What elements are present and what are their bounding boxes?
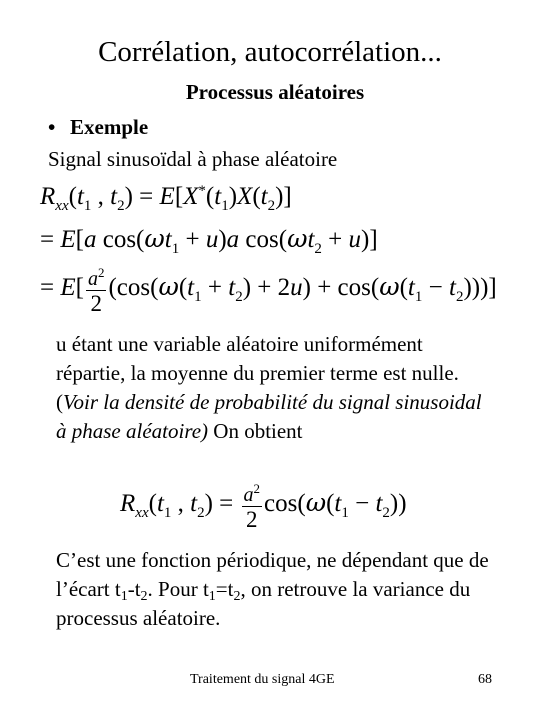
page-title: Corrélation, autocorrélation... (98, 36, 442, 68)
explanation-text: u étant une variable aléatoire uniformément répartie, la moyenne du premier terme est nulle. ( (56, 332, 459, 414)
fraction-a2-over-2: $\frac{a^2}{2}$ (242, 478, 263, 533)
explanation-reference: Voir la densité de probabilité du signal sinusoidal à phase aléatoire) (56, 390, 482, 443)
explanation-paragraph (56, 330, 496, 446)
conclusion-paragraph: C’est une fonction périodique, ne dépendant que de l’écart $t_1-t_2$. Pour $t_1=t_2$, on retrouve la variance du processus aléatoire. (56, 548, 489, 630)
equation-2: = E[a $\cos(\omega t_1 + u)a$ $\cos(\omega t_2 + u)$] (40, 224, 378, 257)
footer-course-name: Traitement du signal 4GE (190, 672, 335, 687)
section-subtitle: Processus aléatoires (185, 80, 365, 104)
bullet-icon: • (48, 115, 56, 139)
bullet-item (48, 115, 148, 140)
equation-1: $R_{xx}(t_1$ , $t_2) = E[X^*(t_1)X(t_2)]$ (40, 183, 292, 214)
bullet-label: Exemple (70, 115, 149, 139)
equation-3: = E[ $\frac{a^2}{2}$ $(\cos(\omega(t_1 + t_2) + 2u) + \cos(\omega(t_1 - t_2)))$] (40, 262, 497, 317)
explanation-conclusion: On obtient (208, 419, 303, 443)
fraction-a2-over-2: $\frac{a^2}{2}$ (86, 262, 107, 317)
intro-text: Signal sinusoïdal à phase aléatoire (48, 147, 338, 171)
equation-4: $R_{xx}(t_1$ , $t_2$) = $\frac{a^2}{2}$ $\cos(\omega(t_1 - t_2))$ (120, 478, 407, 533)
footer-page-number: 68 (478, 672, 492, 687)
